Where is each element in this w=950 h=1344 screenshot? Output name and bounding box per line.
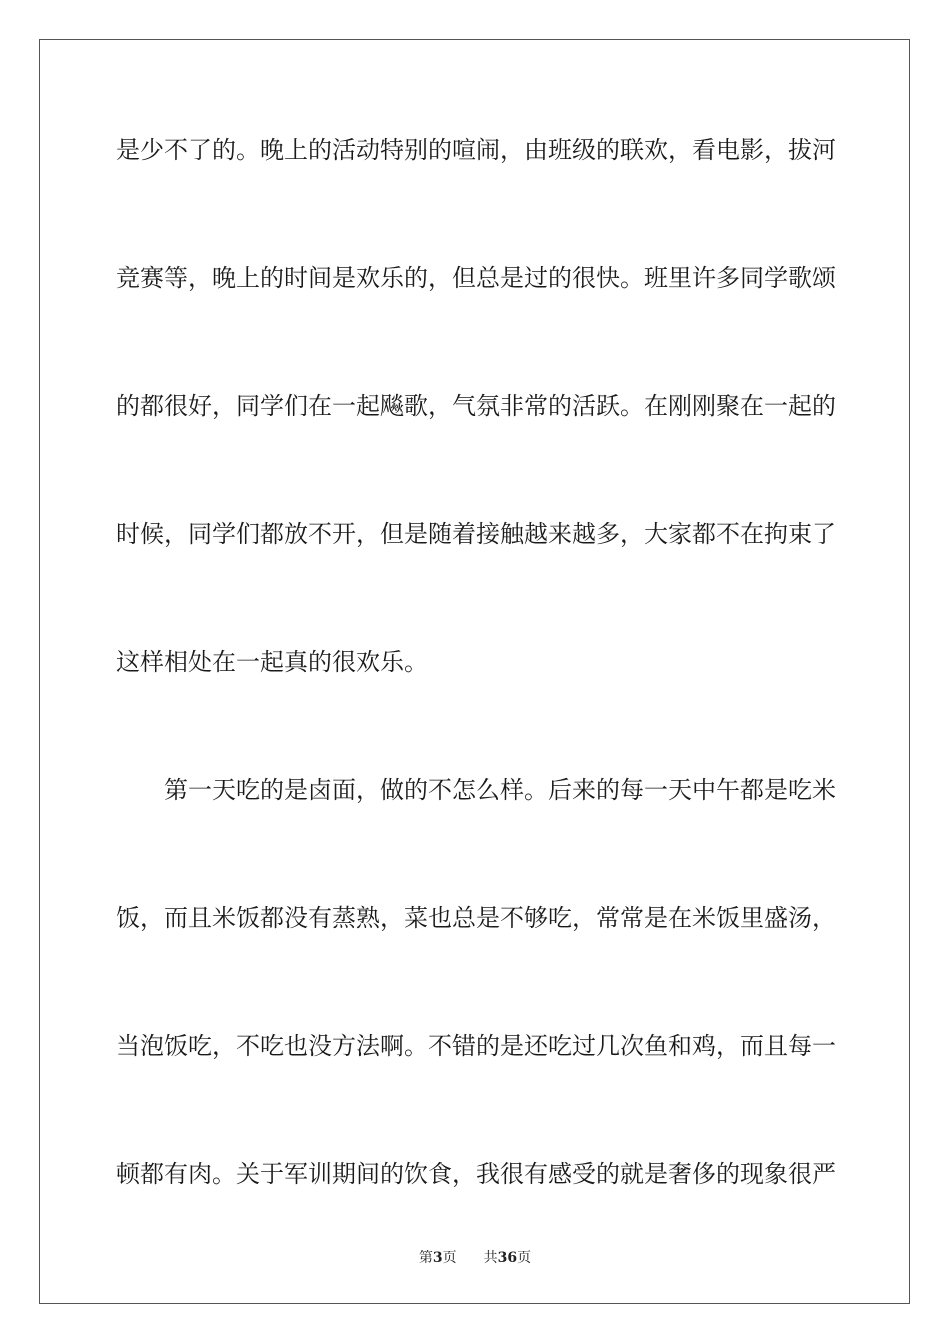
current-page: 3 — [432, 1250, 443, 1266]
paragraph-2-line-1: 第一天吃的是卤面，做的不怎么样。后来的每一天中午都是吃米 — [164, 776, 836, 804]
total-prefix: 共 — [483, 1250, 498, 1266]
paragraph-1-line-5: 这样相处在一起真的很欢乐。 — [116, 648, 428, 676]
page-total — [484, 1247, 531, 1267]
document-body — [116, 118, 834, 1270]
page-suffix: 页 — [442, 1250, 457, 1266]
page-footer — [0, 1247, 950, 1267]
page-prefix: 第 — [418, 1250, 433, 1266]
total-suffix: 页 — [517, 1250, 532, 1266]
paragraph-1-line-1: 是少不了的。晚上的活动特别的喧闹，由班级的联欢，看电影，拔河 — [116, 136, 836, 164]
paragraph-2-line-4: 顿都有肉。关于军训期间的饮食，我很有感受的就是奢侈的现象很严 — [116, 1160, 836, 1188]
paragraph-2-line-3: 当泡饭吃，不吃也没方法啊。不错的是还吃过几次鱼和鸡，而且每一 — [116, 1032, 836, 1060]
paragraph-1-line-4: 时候，同学们都放不开，但是随着接触越来越多，大家都不在拘束了 — [116, 520, 836, 548]
page-number — [419, 1247, 457, 1267]
paragraph-1-line-2: 竞赛等，晚上的时间是欢乐的，但总是过的很快。班里许多同学歌颂 — [116, 264, 836, 292]
total-pages: 36 — [497, 1250, 518, 1266]
paragraph-2-line-2: 饭，而且米饭都没有蒸熟，菜也总是不够吃，常常是在米饭里盛汤， — [116, 904, 836, 932]
paragraph-1-line-3: 的都很好，同学们在一起飚歌，气氛非常的活跃。在刚刚聚在一起的 — [116, 392, 836, 420]
